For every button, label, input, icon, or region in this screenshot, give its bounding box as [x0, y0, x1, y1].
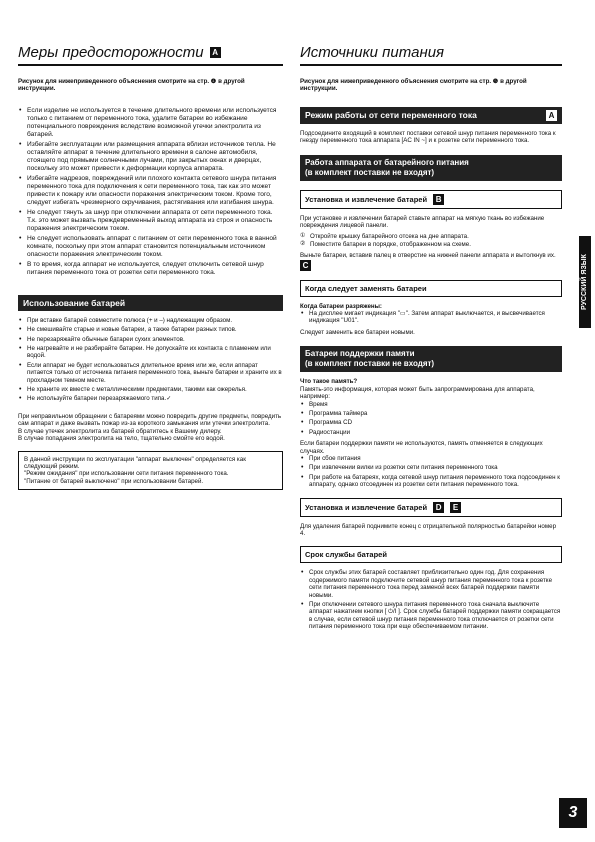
memory-question: Что такое память?: [300, 378, 358, 386]
replace-all-text: Следует заменить все батареи новыми.: [300, 328, 415, 336]
list-item: • Если аппарат не будет использоваться длительное время или же, если аппарат питается только от источника питания переменного тока, выньте батареи и храните их в прохладном темном месте.: [18, 362, 283, 384]
step-text: Поместите батареи в порядке, отображенном на схеме.: [310, 240, 471, 248]
left-column: [18, 42, 283, 490]
step-number: ①: [300, 233, 306, 240]
power-sources-heading: [300, 42, 562, 66]
precautions-list: [18, 107, 283, 277]
replace-heading: [300, 280, 562, 297]
figure-badge-c: C: [300, 260, 311, 271]
page-number: 3: [559, 798, 587, 828]
battery-power-title-line1: Работа аппарата от батарейного питания: [305, 157, 469, 167]
list-item: • Радиостанции: [300, 429, 562, 436]
memory-lost-text: Если батареи поддержки памяти не используются, память отменяется в следующих случаях.: [300, 440, 543, 455]
standby-note-box: [18, 451, 283, 491]
install-title: Установка и извлечение батарей: [305, 194, 428, 204]
step-number: ②: [300, 240, 306, 247]
right-column: [300, 42, 562, 633]
list-item: • При работе на батареях, когда сетевой шнур питания переменного тока подсоединен к аппарату, однако отсоединен из розетки сети питания переменного тока.: [300, 474, 562, 489]
battery-power-title-line2: (в комплект поставки не входят): [305, 167, 435, 177]
list-item: • Время: [300, 401, 562, 408]
figure-badge-a: A: [210, 47, 221, 58]
list-item: • Программа таймера: [300, 410, 562, 417]
memory-list: [300, 401, 562, 437]
replace-title: Когда следует заменять батареи: [305, 283, 427, 293]
figure-badge-e: E: [450, 502, 461, 513]
list-item: • Избегайте эксплуатации или размещения аппарата вблизи источников тепла. Не оставляйте аппарат в течение длительного времени в салоне автомобиля, стоящего под прямыми солнечными лучами, при закрытых окнах и дверцах, поскольку это может привести к деформации корпуса аппарата.: [18, 141, 283, 173]
batteries-heading: [18, 295, 283, 311]
list-item: • Не нагревайте и не разбирайте батареи. Не допускайте их контакта с пламенем или водой.: [18, 345, 283, 360]
list-item: • Не храните их вместе с металлическими предметами, такими как ожерелья.: [18, 386, 283, 393]
precautions-title: Меры предосторожности: [18, 43, 204, 61]
note-line: В данной инструкции по эксплуатации "аппарат выключен" определяется как следующий режим.: [24, 455, 246, 470]
memory-install-text: Для удаления батарей поднимите конец с отрицательной полярностью батарейки номер 4.: [300, 522, 557, 537]
life-list: [300, 569, 562, 630]
install-step-1: [300, 233, 562, 240]
memory-lost-list: [300, 455, 562, 489]
note-line: "Режим ожидания" при использовании сети питания переменного тока.: [24, 470, 229, 478]
memory-install-heading: [300, 498, 562, 517]
battery-rules-list: [18, 317, 283, 403]
list-item: • Избегайте надрезов, повреждений или плохого контакта сетевого шнура питания переменного тока для подключения к сети переменного тока, так как это может привести к пожару или опасности поражения электрическим током. Кроме того, следует избегать чрезмерного скручивания, растягивания или изгибания шнура.: [18, 175, 283, 207]
list-item: • При сбое питания: [300, 455, 562, 462]
power-intro: Рисунок для нижеприведенного объяснения смотрите на стр. ❺ в другой инструкции.: [300, 78, 527, 93]
list-item: • При вставке батарей совместите полюса (+ и –) надлежащим образом.: [18, 317, 283, 324]
memory-heading: [300, 346, 562, 372]
note-line: "Питание от батарей выключено" при использовании батарей.: [24, 477, 204, 485]
ac-heading: [300, 107, 562, 124]
battery-power-title: [305, 158, 469, 178]
install-text: При установке и извлечении батарей ставьте аппарат на мягкую ткань во избежание повреждения лицевой панели.: [300, 214, 545, 230]
list-item: • Не смешивайте старые и новые батареи, а также батареи разных типов.: [18, 326, 283, 333]
memory-title-line2: (в комплект поставки не входят): [305, 359, 435, 369]
figure-badge-a: A: [546, 110, 557, 121]
figure-badge-b: B: [433, 194, 444, 205]
list-item: • Не перезаряжайте обычные батареи сухих элементов.: [18, 336, 283, 343]
step-text: Откройте крышку батарейного отсека на дне аппарата.: [310, 233, 469, 241]
life-title: Срок службы батарей: [305, 550, 387, 560]
language-tab: РУССКИЙ ЯЗЫК: [579, 236, 591, 328]
list-item: • При извлечении вилки из розетки сети питания переменного тока: [300, 464, 562, 471]
discharged-list: [300, 310, 562, 325]
memory-title-line1: Батареи поддержки памяти: [305, 349, 415, 359]
install-step-2: [300, 241, 562, 248]
discharged-label: Когда батареи разряжены:: [300, 302, 382, 310]
list-item: • Не используйте батареи перезаряжаемого типа.✓: [18, 395, 283, 402]
list-item: • Программа CD: [300, 419, 562, 426]
list-item: • Не следует тянуть за шнур при отключении аппарата от сети переменного тока. Т.к. это может вызвать преждевременный выход аппарата из строя и опасность поражения электрическим током.: [18, 209, 283, 233]
install-heading: [300, 190, 562, 209]
remove-text-body: Выньте батареи, вставив палец в отверстие на нижней панели аппарата и вытолкнув их.: [300, 252, 556, 260]
memory-title: [305, 349, 434, 369]
precautions-intro: Рисунок для нижеприведенного объяснения смотрите на стр. ❹ в другой инструкции.: [18, 78, 245, 93]
power-sources-title: Источники питания: [300, 43, 445, 61]
ac-title: Режим работы от сети переменного тока: [305, 110, 477, 121]
list-item: • На дисплее мигает индикация "▭". Затем аппарат выключается, и высвечивается индикация "U01".: [300, 310, 562, 325]
remove-text: [300, 252, 562, 270]
list-item: • Не следует использовать аппарат с питанием от сети переменного тока в ванной комнате, поскольку при этом аппарат становится потенциальным источником опасности поражения электрическим током.: [18, 235, 283, 259]
list-item: • Срок службы этих батарей составляет приблизительно один год. Для сохранения содержимого памяти подключите сетевой шнур питания переменного тока к розетке сети питания переменного тока перед заменой всех батарей поддержки памяти новыми.: [300, 569, 562, 599]
batteries-title: Использование батарей: [23, 297, 126, 308]
life-heading: [300, 546, 562, 563]
list-item: • В то время, когда аппарат не используется, следует отключить сетевой шнур питания переменного тока от розетки сети переменного тока.: [18, 261, 283, 277]
misuse-text: При неправильном обращении с батареями можно повредить другие предметы, повредить сам аппарат и даже вызвать пожар из-за короткого замыкания или утечки электролита.: [18, 412, 282, 428]
list-item: • Если изделие не используется в течение длительного времени или используется только с питанием от переменного тока, удалите батареи во избежание потенциального повреждения вследствие возможной утечки электролита из батарей.: [18, 107, 283, 139]
precautions-heading: [18, 42, 283, 66]
figure-badge-d: D: [433, 502, 444, 513]
memory-install-title: Установка и извлечение батарей: [305, 502, 428, 512]
leak-text: В случае утечек электролита из батарей обратитесь к Вашему дилеру.: [18, 427, 222, 435]
list-item: • При отключении сетевого шнура питания переменного тока сначала выключите аппарат нажатием кнопки [ ⏻/I ]. Срок службы батарей поддержки памяти сокращается в случае, если сетевой шнур питания переменного тока отключается от розетки сети питания переменного тока при еще обеспечиваемом питании.: [300, 601, 562, 631]
battery-power-heading: [300, 155, 562, 181]
ac-text: Подсоедините входящий в комплект поставки сетевой шнур питания переменного тока к гнезду переменного тока аппарата [AC IN ~] и к розетке сети переменного тока.: [300, 129, 556, 145]
body-text: В случае попадания электролита на тело, тщательно смойте его водой.: [18, 435, 225, 443]
memory-definition: Память-это информация, которая может быть запрограммирована для аппарата, например:: [300, 385, 535, 401]
